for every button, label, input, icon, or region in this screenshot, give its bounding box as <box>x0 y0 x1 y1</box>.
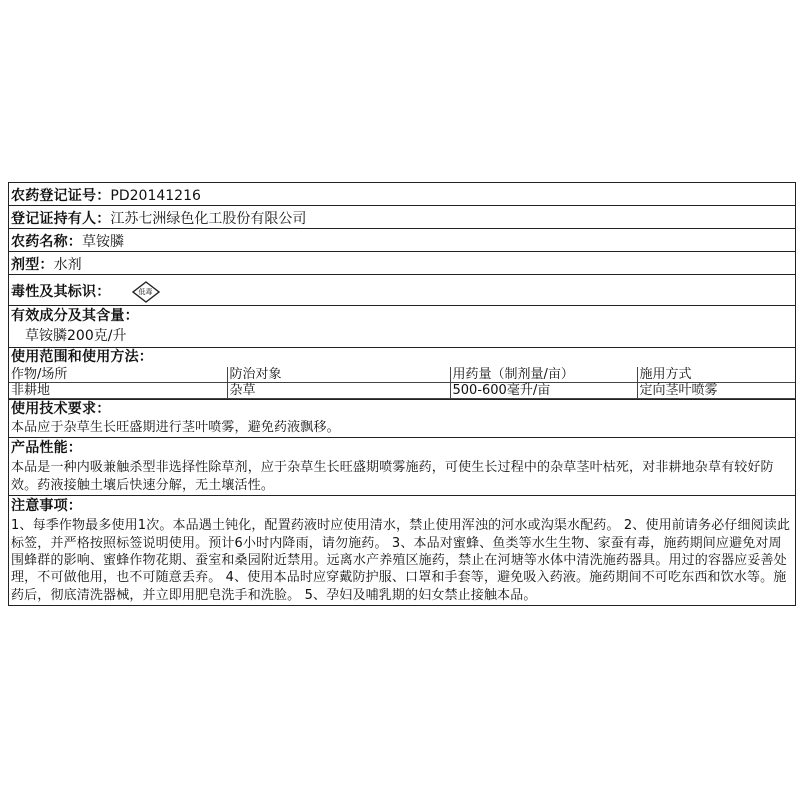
usage-header-crop: 作物/场所 <box>9 367 227 383</box>
usage-header-target: 防治对象 <box>227 367 450 383</box>
toxicity-row <box>9 275 795 306</box>
usage-header-method: 施用方式 <box>637 367 795 383</box>
usage-header-dosage: 用药量（制剂量/亩） <box>450 367 637 383</box>
ingredients-row <box>9 306 795 348</box>
usage-cell-crop: 非耕地 <box>9 383 227 399</box>
usage-cell-dosage: 500-600毫升/亩 <box>450 383 637 399</box>
ingredients-label: 有效成分及其含量： <box>11 308 139 324</box>
pesticide-name-row <box>9 229 795 252</box>
performance-section <box>9 438 795 496</box>
notes-text: 1、每季作物最多使用1次。本品遇土钝化，配置药液时应使用清水，禁止使用浑浊的河水或沟渠水配药。 2、使用前请务必仔细阅读此标签，并严格按照标签说明使用。预计6小时内降雨，请勿施药。 3、本品对蜜蜂、鱼类等水生生物、家蚕有毒，施药期间应避免对周围蜂群的影响、蜜蜂作物花期、蚕室和桑园附近禁用。远离水产养殖区施药，禁止在河塘等水体中清洗施药器具。用过的容器应妥善处理，不可做他用，也不可随意丢弃。 4、使用本品时应穿戴防护服、口罩和手套等，避免吸入药液。施药期间不可吃东西和饮水等。施药后，彻底清洗器械，并立即用肥皂洗手和洗脸。 5、孕妇及哺乳期的妇女禁止接触本品。 <box>11 518 791 603</box>
low-toxicity-diamond-icon <box>132 281 160 303</box>
holder-name: 江苏七洲绿色化工股份有限公司 <box>110 211 307 227</box>
performance-label: 产品性能： <box>11 440 82 457</box>
pesticide-name-value: 草铵膦 <box>82 234 124 250</box>
usage-table-header <box>9 367 795 383</box>
toxicity-label: 毒性及其标识： <box>11 284 111 300</box>
performance-text: 本品是一种内吸兼触杀型非选择性除草剂，应于杂草生长旺盛期喷雾施药，可使生长过程中的杂草茎叶枯死，对非耕地杂草有较好防效。药液接触土壤后快速分解，无土壤活性。 <box>11 460 774 493</box>
registration-row <box>9 183 795 206</box>
notes-section <box>9 496 795 605</box>
pesticide-name-label: 农药名称： <box>11 234 82 250</box>
usage-table <box>9 367 795 399</box>
pesticide-label-document <box>8 182 796 606</box>
usage-cell-method: 定向茎叶喷雾 <box>637 383 795 399</box>
technical-label: 使用技术要求： <box>11 401 111 417</box>
usage-label: 使用范围和使用方法： <box>11 349 153 365</box>
toxicity-icon-text: 低毒 <box>138 287 153 296</box>
technical-section <box>9 400 795 438</box>
table-row <box>9 383 795 399</box>
holder-label: 登记证持有人： <box>11 211 111 227</box>
formulation-value: 水剂 <box>53 257 82 273</box>
usage-cell-target: 杂草 <box>227 383 450 399</box>
formulation-label: 剂型： <box>11 257 54 273</box>
formulation-row <box>9 252 795 275</box>
holder-row <box>9 206 795 229</box>
notes-label: 注意事项： <box>11 498 82 515</box>
usage-section <box>9 348 795 400</box>
registration-number: PD20141216 <box>110 188 201 204</box>
technical-text: 本品应于杂草生长旺盛期进行茎叶喷雾，避免药液飘移。 <box>11 420 340 435</box>
registration-label: 农药登记证号： <box>11 188 111 204</box>
ingredients-value: 草铵膦200克/升 <box>25 328 127 344</box>
